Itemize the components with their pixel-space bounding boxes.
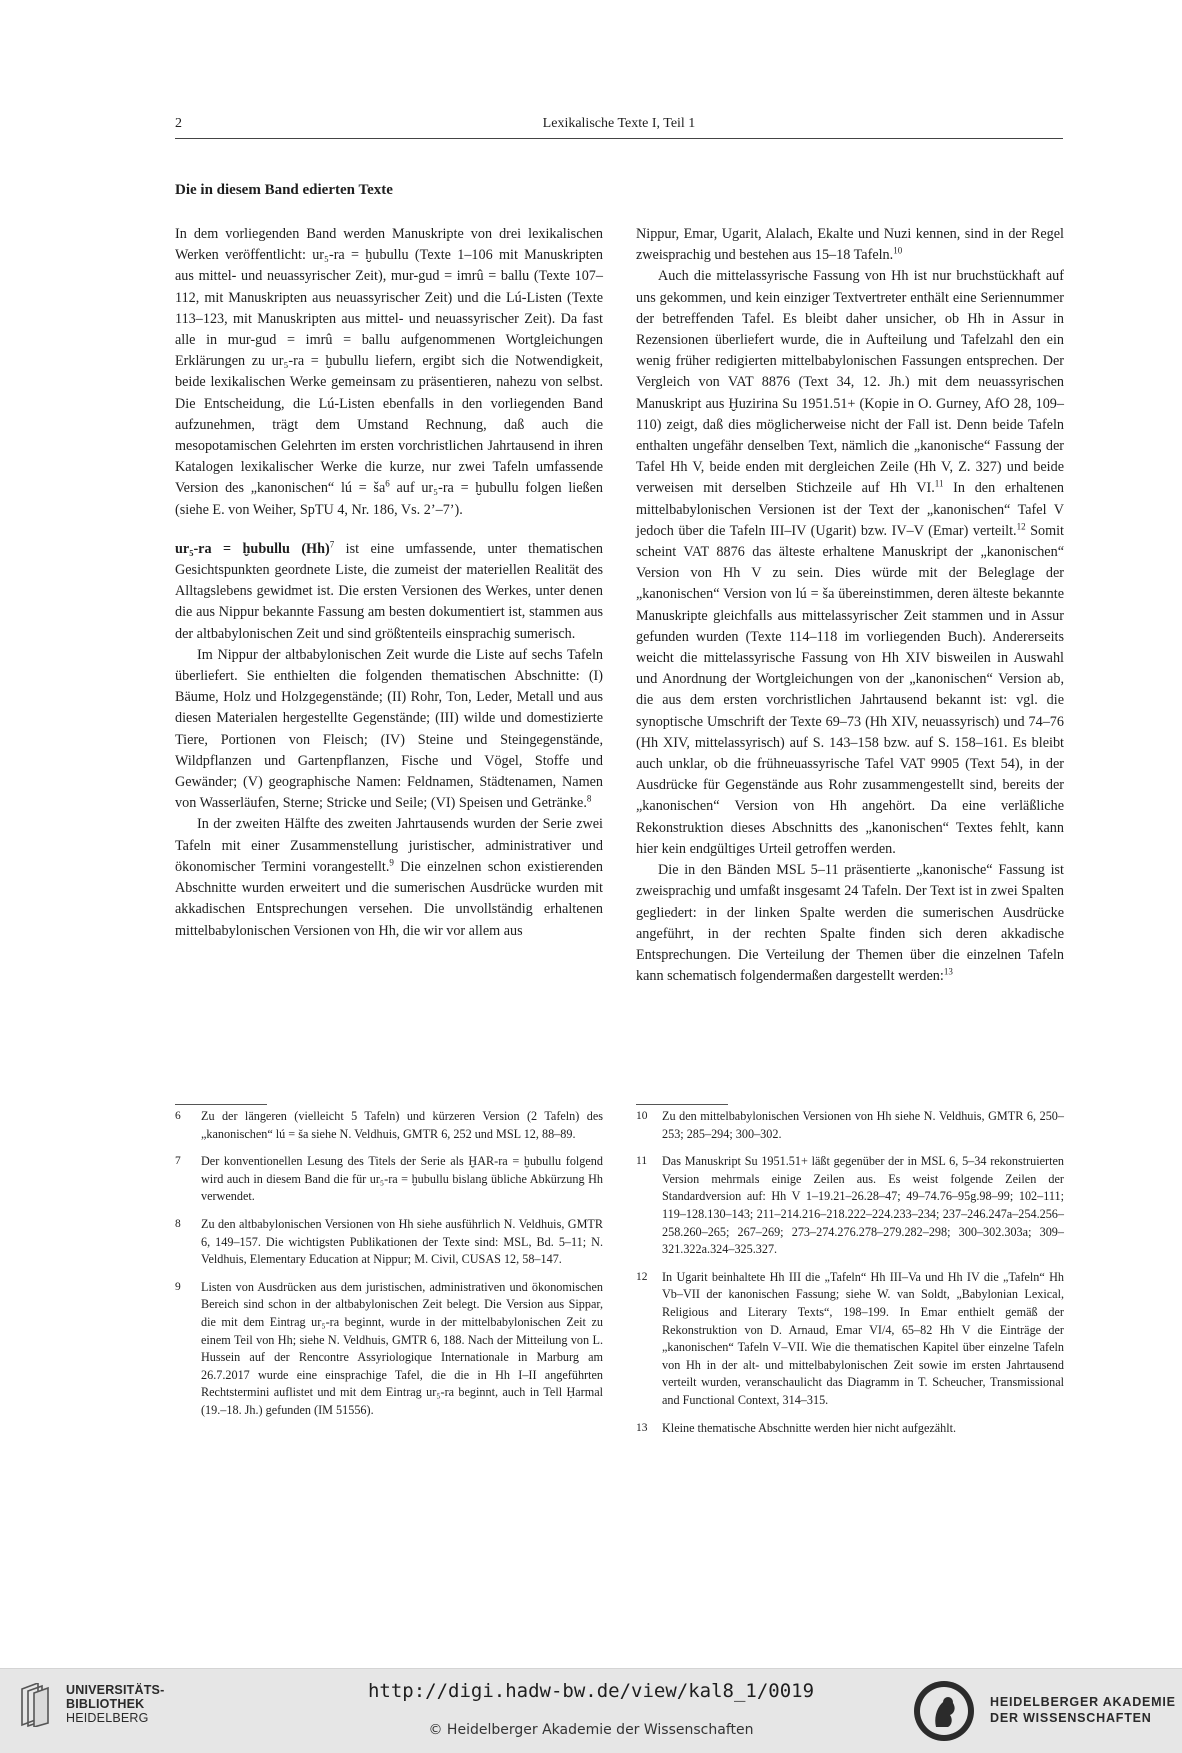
paragraph: ur₅-ra = ḫubullu $(Hh)^7$ ist eine umfassende, unter thematischen Gesichtspunkten geordnete Liste, die zumeist der materiellen Realität des Alltagslebens gewidmet ist. Die ersten Versionen des Werkes, unter denen die aus Nippur bekannte Fassung am besten dokumentiert ist, stammen aus der altbabylonischen Zeit und sind größtenteils einsprachig sumerisch. [175,539,603,642]
section-heading: Die in diesem Band edierten Texte [175,182,393,198]
footnote-rule [636,1104,728,1105]
footnote-ref[interactable]: 12 [1016,521,1026,532]
header-rule [175,138,1063,139]
right-text-column [636,224,1064,987]
footnote [636,1108,1064,1143]
paragraph: Im Nippur der altbabylonischen Zeit wurde die Liste auf sechs Tafeln überliefert. Sie enthielten die folgenden thematischen Abschnitte: (I) Bäume, Holz und Holzgegenstände; (II) Rohr, Ton, Leder, Metall und aus diesen Materialen hergestellte Gegenstände; (III) wilde und domestizierte Tiere, Portionen von Fleisch; (IV) Steine und Steingegenstände, Wildpflanzen und Gartenpflanzen, Fische und Vögel, Stoffe und Gewänder; (V) geographische Namen: Feldnamen, Städtenamen, Namen von Wasserläufen, Sterne; Stricke und Seile; (VI) Speisen und Getränke.$^8$ [175,646,603,812]
footnote-number: 12 [636,1270,648,1283]
footnotes-left [175,1108,603,1420]
page-number: 2 [175,116,182,131]
footnote-number: 7 [175,1155,181,1168]
footnote-number: 9 [175,1280,181,1293]
footnote-text: Listen von Ausdrücken aus dem juristischen, administrativen und ökonomischen Bereich sind schon in der altbabylonischen Zeit belegt. Die Version aus Sippar, die mit dem Eintrag ur₅-ra beginnt, wurde in der mittelbabylonischen Zeit zu einem Teil von Hh; siehe N. Veldhuis, GMTR 6, 188. Nach der Mitteilung von L. Hussein auf der Rencontre Assyriologique Internationale in Marburg am 26.7.2017 wurde eine einsprachige Tafel, die die in Hh I–II angeführten Rechtstermini auflistet und mit dem Eintrag ur₅-ra beginnt, auch in Tell Ḥarmal (19.–18. Jh.) gefunden (IM 51556). [201,1279,603,1417]
footnote [636,1153,1064,1259]
footnote-text: Zu den mittelbabylonischen Versionen von Hh siehe N. Veldhuis, GMTR 6, 250–253; 285–294; 300–302. [662,1109,1064,1141]
footnote-number: 8 [175,1217,181,1230]
footnote-number: 13 [636,1421,648,1434]
footnote [636,1420,1064,1438]
paragraph: Auch die mittelassyrische Fassung von Hh ist nur bruchstückhaft auf uns gekommen, und kein einziger Textvertreter enthält eine Seriennummer der betreffenden Tafel. Es bleibt daher unsicher, ob Hh in Assur in Rezensionen überliefert wurde, die in Aufteilung und Tafelzahl den ein wenig früher redigierten mittelbabylonischen Fassungen entsprechen. Der Vergleich von VAT 8876 (Text 34, 12. Jh.) mit dem neuassyrischen Manuskript aus Ḫuzirina Su 1951.51+ (Kopie in O. Gurney, AfO 28, 109–110) zeigt, daß dies möglicherweise nicht der Fall ist. Denn beide Tafeln enthalten ungefähr denselben Text, nämlich die „kanonische“ Fassung der Tafel Hh V, beide enden mit dergleichen Zeile (Hh V, Z. 327) und beide verweisen mit derselben Stichzeile auf Hh VI.$^{11}$ In den erhaltenen mittelbabylonischen Versionen ist der Text der „kanonischen“ Tafel V jedoch über die Tafeln III–IV (Ugarit) bzw. IV–V (Emar) verteilt.$^{12}$ Somit scheint VAT 8876 das älteste erhaltene Manuskript der „kanonischen“ Version von Hh V zu sein. Dies würde mit der Beleglage der „kanonischen“ Version von lú = ša übereinstimmen, deren älteste bekannte Manuskripte gleichfalls aus mittelassyrischer Zeit stammen und in Assur gefunden wurden (Texte 114–118 im vorliegenden Buch). Andererseits weicht die mittelassyrische Fassung von Hh XIV bisweilen in Auswahl und Anordnung der Wortgleichungen von der „kanonischen“ Version ab, die aus dem ersten vorchristlichen Jahrtausend bekannt ist: vgl. die synoptische Umschrift der Texte 69–73 (Hh XIV, neuassyrisch) und 74–76 (Hh XIV, mittelassyrisch) auf S. 143–158 bzw. auf S. 158–161. Es bleibt auch unklar, ob die frühneuassyrische Tafel VAT 9905 (Text 54), in der Ausdrücke für Gegenstände aus Rohr zusammengestellt sind, bereits der „kanonischen“ Version von Hh angehört. Da eine verläßliche Rekonstruktion dieses Abschnitts des „kanonischen“ Textes fehlt, kann hier kein endgültiges Urteil getroffen werden. [636,268,1064,857]
footnote-ref[interactable]: 10 [893,245,903,256]
entry-heading: ur₅-ra = ḫubullu (Hh) [175,540,330,557]
footnote-ref[interactable]: 6 [385,478,390,489]
footnote-ref[interactable]: 11 [934,478,944,489]
academy-name[interactable]: HEIDELBERGER AKADEMIE DER WISSENSCHAFTEN [990,1695,1176,1725]
paragraph: Die in den Bänden MSL 5–11 präsentierte „kanonische“ Fassung ist zweisprachig und umfaßt insgesamt 24 Tafeln. Der Text ist in zwei Spalten gegliedert: in der linken Spalte werden die sumerischen Ausdrücke angeführt, in der rechten Spalte finden sich deren akkadische Entsprechungen. Die Verteilung der Themen über die einzelnen Tafeln kann schematisch folgendermaßen dargestellt werden:$^{13}$ [636,862,1064,985]
academy-seal-icon[interactable] [912,1679,976,1743]
footnote-ref[interactable]: 13 [943,966,953,977]
footnote [175,1108,603,1143]
paragraph: In der zweiten Hälfte des zweiten Jahrtausends wurden der Serie zwei Tafeln mit einer Zusammenstellung juristischer, administrativer und ökonomischer Termini vorangestellt.$^9$ Die einzelnen schon existierenden Abschnitte wurden erweitert und die sumerischen Ausdrücke wurden mit akkadischen Entsprechungen versehen. Die unvollständig erhaltenen mittelbabylonischen Versionen von Hh, die wir vor allem aus [175,816,603,939]
footnote [175,1216,603,1269]
copyright-notice: © Heidelberger Akademie der Wissenschaften [428,1722,754,1738]
footnote [636,1269,1064,1410]
footnote-ref[interactable]: 7 [329,539,335,550]
footnote-ref[interactable]: 8 [586,793,592,804]
footnote-text: In Ugarit beinhaltete Hh III die „Tafeln“ Hh III–Va und Hh IV die „Tafeln“ Hh Vb–VII der kanonischen Fassung; siehe W. van Soldt, „Babylonian Lexical, Religious and Literary Texts“, 198–199. In Emar enthielt gemäß der Rekonstruktion von D. Arnaud, Emar VI/4, 65–82 Hh V die Einträge der „kanonischen“ Tafeln V–VII. Wie die thematischen Kapitel über einzelne Tafeln von Hh in der alt- und mittelbabylonischen Zeit sowie im ersten Jahrtausend verteilt wurden, veranschaulicht das Diagramm in T. Scheucher, Transmissional and Functional Context, 314–315. [662,1269,1064,1407]
footnote-number: 11 [636,1155,648,1168]
footnote [175,1153,603,1206]
paragraph: Nippur, Emar, Ugarit, Alalach, Ekalte und Nuzi kennen, sind in der Regel zweisprachig und bestehen aus 15–18 Tafeln.$^{10}$ [636,226,1064,264]
left-text-column [175,224,603,942]
running-title: Lexikalische Texte I, Teil 1 [542,116,696,131]
permalink-url[interactable]: http://digi.hadw-bw.de/view/kal8_1/0019 [367,1680,815,1702]
footnote [175,1279,603,1420]
paragraph: In dem vorliegenden Band werden Manuskripte von drei lexikalischen Werken veröffentlicht: ur₅-ra = ḫubullu (Texte 1–106 mit Manuskripten aus mittel- und neuassyrischer Zeit), mur-gud = imrû = ballu (Texte 107–112, mit Manuskripten aus neuassyrischer Zeit) und die Lú-Listen (Texte 113–123, mit Manuskripten aus mittel- und neuassyrischer Zeit). Da fast alle in mur-gud = imrû = ballu aufgenommenen Wortgleichungen Erklärungen zu ur₅-ra = ḫubullu liefern, ergibt sich die Notwendigkeit, beide lexikalischen Werke gemeinsam zu präsentieren, nahezu von selbst. Die Entscheidung, die Lú-Listen ebenfalls in den vorliegenden Band aufzunehmen, trägt dem Umstand Rechnung, daß auch die mesopotamischen Gelehrten im ersten vorchristlichen Jahrtausend in ihren Katalogen lexikalischer Werke die kurze, nur zwei Tafeln umfassende Version des „kanonischen“ lú = $ša^6$ auf ur₅-ra = ḫubullu folgen ließen (siehe E. von Weiher, SpTU 4, Nr. 186, Vs. 2’–7’). [175,226,604,518]
footnote-number: 10 [636,1110,648,1122]
viewer-footer [0,1668,1182,1753]
footnote-rule [175,1104,267,1105]
footnote-ref[interactable]: 9 [389,857,394,868]
library-name[interactable]: UNIVERSITÄTS- BIBLIOTHEK HEIDELBERG [66,1683,165,1725]
footnote-text: Das Manuskript Su 1951.51+ läßt gegenüber der in MSL 6, 5–34 rekonstruierten Version mehrmals einige Zeilen aus. Es weist folgende Zeilen der Standardversion auf: Hh V 1–19.21–26.28–47; 49–74.76–95g.98–99; 102–111; 119–128.130–143; 211–214.216–218.222–224.233–234; 237–246.247a–254.256–258.260–265; 267–269; 273–274.276.278–279.282–298; 300–302.303a; 309–321.322a.324–325.327. [662,1154,1064,1257]
footnote-text: Zu den altbabylonischen Versionen von Hh siehe ausführlich N. Veldhuis, GMTR 6, 149–157. Die wichtigsten Publikationen der Texte sind: MSL, Bd. 5–11; N. Veldhuis, Elementary Education at Nippur; M. Civil, CUSAS 12, 58–147. [201,1216,603,1267]
footnote-number: 6 [175,1110,181,1122]
footnote-text: Der konventionellen Lesung des Titels der Serie als ḪAR-ra = ḫubullu folgend wird auch in diesem Band die für ur₅-ra = ḫubullu bislang übliche Abkürzung Hh verwendet. [201,1154,603,1204]
footnote-text: Kleine thematische Abschnitte werden hier nicht aufgezählt. [662,1420,957,1435]
footnotes-right [636,1108,1064,1437]
footnote-text: Zu der längeren (vielleicht 5 Tafeln) und kürzeren Version (2 Tafeln) des „kanonischen“ lú = ša siehe N. Veldhuis, GMTR 6, 252 und MSL 12, 88–89. [201,1109,603,1141]
